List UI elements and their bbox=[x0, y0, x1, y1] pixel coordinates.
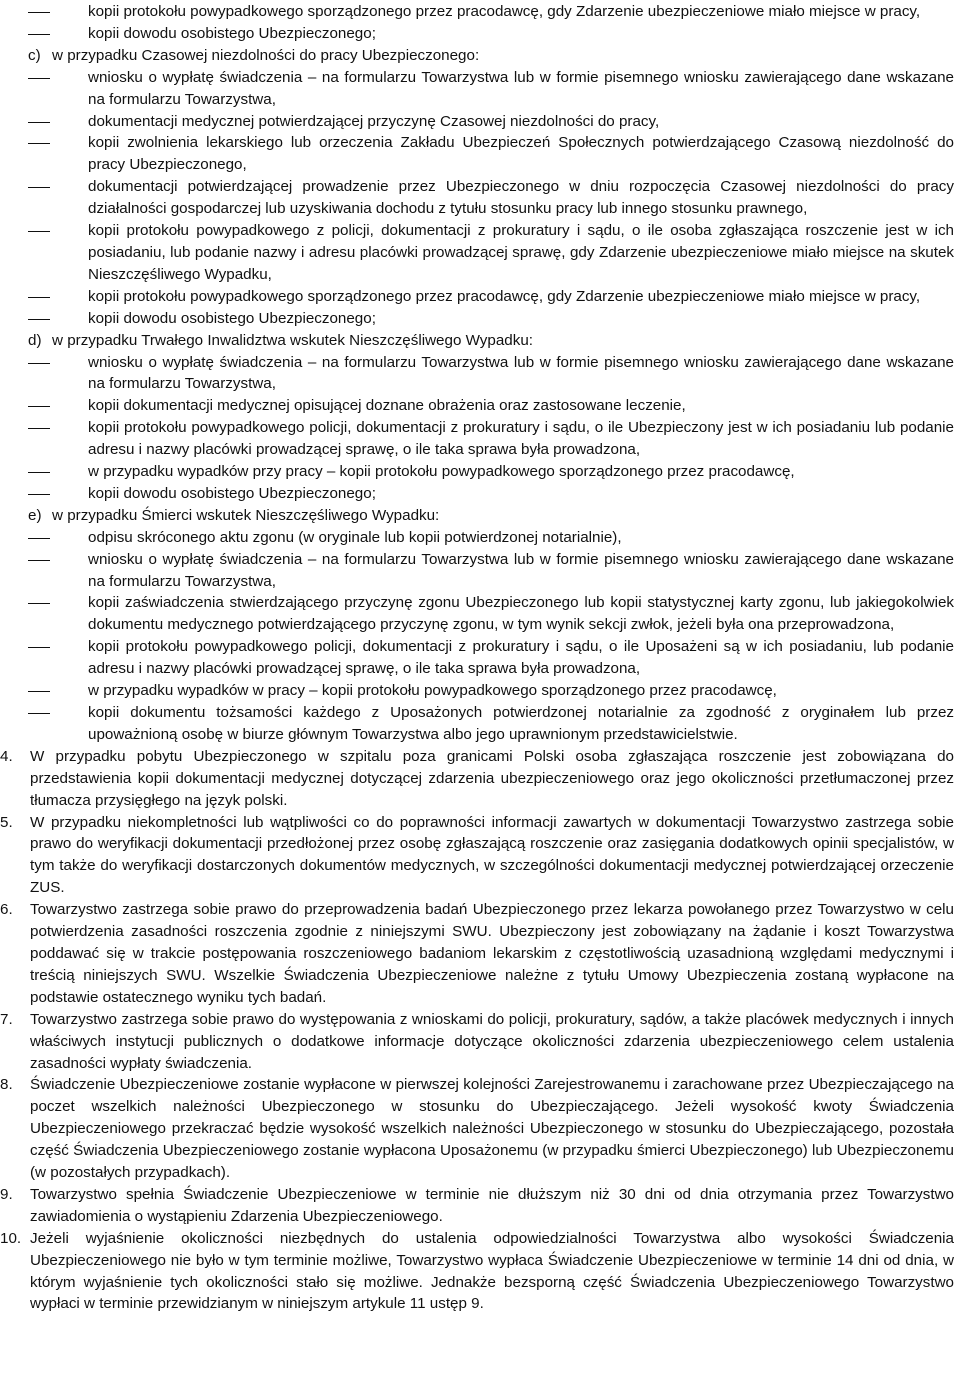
list-item: kopii zwolnienia lekarskiego lub orzeczenia Zakładu Ubezpieczeń Społecznych potwierdzającego Czasową niezdolność do pracy Ubezpieczonego, bbox=[88, 132, 954, 176]
section-d-marker: d) bbox=[28, 331, 42, 349]
paragraph-number: 4. bbox=[0, 747, 13, 765]
list-item: kopii dowodu osobistego Ubezpieczonego; bbox=[88, 483, 954, 505]
list-item: dokumentacji potwierdzającej prowadzenie przez Ubezpieczonego w dniu rozpoczęcia Czasowej niezdolności do pracy działalności gospodarczej lub uzyskiwania dochodu z tytułu stosunku pracy lub innego stosunku prawnego, bbox=[88, 176, 954, 220]
paragraph-number: 8. bbox=[0, 1076, 13, 1094]
list-item: kopii protokołu powypadkowego policji, dokumentacji z prokuratury i sądu, o ile Uposażeni są w ich posiadaniu, lub podanie adresu i nazwy placówki prowadzącej sprawę, o ile taka sprawa była prowadzona, bbox=[88, 636, 954, 680]
list-item: kopii protokołu powypadkowego policji, dokumentacji z prokuratury i sądu, o ile Ubezpieczony jest w ich posiadaniu lub podanie adresu i nazwy placówki prowadzącej sprawę, o ile taka sprawa była prowadzona, bbox=[88, 417, 954, 461]
section-e-marker: e) bbox=[28, 506, 42, 524]
section-e-heading bbox=[28, 505, 954, 527]
list-item: kopii protokołu powypadkowego sporządzonego przez pracodawcę, gdy Zdarzenie ubezpieczeniowe miało miejsce w pracy, bbox=[88, 1, 954, 23]
numbered-paragraph-6 bbox=[0, 899, 954, 1009]
list-item: odpisu skróconego aktu zgonu (w oryginale lub kopii potwierdzonej notarialnie), bbox=[88, 527, 954, 549]
paragraph-number: 6. bbox=[0, 901, 13, 919]
paragraph-text: Towarzystwo spełnia Świadczenie Ubezpieczeniowe w terminie nie dłuższym niż 30 dni od dnia otrzymania przez Towarzystwo zawiadomienia o wystąpieniu Zdarzenia Ubezpieczeniowego. bbox=[30, 1185, 954, 1225]
numbered-paragraph-8 bbox=[0, 1074, 954, 1184]
list-item: kopii dowodu osobistego Ubezpieczonego; bbox=[88, 308, 954, 330]
list-item: kopii protokołu powypadkowego z policji, dokumentacji z prokuratury i sądu, o ile osoba zgłaszająca roszczenie jest w ich posiadaniu, lub podanie nazwy i adresu placówki prowadzącej sprawę, gdy Zdarzenie ubezpieczeniowe miało miejsce na skutek Nieszczęśliwego Wypadku, bbox=[88, 220, 954, 286]
paragraph-text: W przypadku pobytu Ubezpieczonego w szpitalu poza granicami Polski osoba zgłaszająca roszczenie jest zobowiązana do przedstawienia kopii dokumentacji medycznej dotyczącej zdarzenia ubezpieczeniowego oraz jego okoliczności przetłumaczonej przez tłumacza przysięgłego na język polski. bbox=[30, 747, 954, 809]
paragraph-number: 9. bbox=[0, 1185, 13, 1203]
paragraph-text: Jeżeli wyjaśnienie okoliczności niezbędnych do ustalenia odpowiedzialności Towarzystwa albo wysokości Świadczenia Ubezpieczeniowego nie było w tym terminie możliwe, Towarzystwo wypłaca Świadczenie Ubezpieczeniowe w terminie 14 dni od dnia, w którym wyjaśnienie tych okoliczności stało się możliwe. Jednakże bezsporną część Świadczenia Ubezpieczeniowego Towarzystwo wypłaci w terminie przewidzianym w niniejszym artykule 11 ustęp 9. bbox=[30, 1229, 954, 1313]
list-item: kopii dowodu osobistego Ubezpieczonego; bbox=[88, 23, 954, 45]
numbered-paragraph-7 bbox=[0, 1009, 954, 1075]
section-c-heading bbox=[28, 45, 954, 67]
list-item: w przypadku wypadków w pracy – kopii protokołu powypadkowego sporządzonego przez pracodawcę, bbox=[88, 680, 954, 702]
list-item: kopii zaświadczenia stwierdzającego przyczynę zgonu Ubezpieczonego lub kopii statystycznej karty zgonu, lub jakiegokolwiek dokumentu medycznego potwierdzającego przyczynę zgonu, w tym wynik sekcji zwłok, jeżeli była ona przeprowadzona, bbox=[88, 592, 954, 636]
section-e-heading-text: w przypadku Śmierci wskutek Nieszczęśliwego Wypadku: bbox=[52, 506, 440, 524]
paragraph-number: 7. bbox=[0, 1010, 13, 1028]
list-item: kopii dokumentu tożsamości każdego z Uposażonych potwierdzonej notarialnie za zgodność z oryginałem lub przez upoważnioną osobę w biurze głównym Towarzystwa albo jego uprawnionym przedstawicielstwie. bbox=[88, 702, 954, 746]
section-c-heading-text: w przypadku Czasowej niezdolności do pracy Ubezpieczonego: bbox=[52, 46, 480, 64]
paragraph-number: 10. bbox=[0, 1229, 22, 1247]
paragraph-text: Towarzystwo zastrzega sobie prawo do występowania z wnioskami do policji, prokuratury, sądów, a także placówek medycznych i innych właściwych instytucji publicznych o dodatkowe informacje dotyczące okoliczności zdarzenia ubezpieczeniowego celem ustalenia zasadności wypłaty świadczenia. bbox=[30, 1010, 954, 1072]
list-item: kopii protokołu powypadkowego sporządzonego przez pracodawcę, gdy Zdarzenie ubezpieczeniowe miało miejsce w pracy, bbox=[88, 286, 954, 308]
list-item: wniosku o wypłatę świadczenia – na formularzu Towarzystwa lub w formie pisemnego wniosku zawierającego dane wskazane na formularzu Towarzystwa, bbox=[88, 549, 954, 593]
list-item: dokumentacji medycznej potwierdzającej przyczynę Czasowej niezdolności do pracy, bbox=[88, 111, 954, 133]
paragraph-text: W przypadku niekompletności lub wątpliwości co do poprawności informacji zawartych w dokumentacji Towarzystwo zastrzega sobie prawo do weryfikacji dokumentacji przedłożonej przez osobę zgłaszającą roszczenie oraz zasięgania dodatkowych opinii specjalistów, w tym także do weryfikacji dostarczonych dokumentów medycznych, w szczególności dokumentacji medycznej potwierdzającej orzeczenie ZUS. bbox=[30, 813, 954, 897]
numbered-paragraph-4 bbox=[0, 746, 954, 812]
list-item: wniosku o wypłatę świadczenia – na formularzu Towarzystwa lub w formie pisemnego wniosku zawierającego dane wskazane na formularzu Towarzystwa, bbox=[88, 67, 954, 111]
section-d-heading-text: w przypadku Trwałego Inwalidztwa wskutek Nieszczęśliwego Wypadku: bbox=[52, 331, 534, 349]
numbered-paragraph-9 bbox=[0, 1184, 954, 1228]
section-d-heading bbox=[28, 330, 954, 352]
list-item: w przypadku wypadków przy pracy – kopii protokołu powypadkowego sporządzonego przez pracodawcę, bbox=[88, 461, 954, 483]
numbered-paragraph-5 bbox=[0, 812, 954, 900]
paragraph-number: 5. bbox=[0, 813, 13, 831]
numbered-paragraph-10 bbox=[0, 1228, 954, 1316]
paragraph-text: Towarzystwo zastrzega sobie prawo do przeprowadzenia badań Ubezpieczonego przez lekarza powołanego przez Towarzystwo w celu potwierdzenia zasadności roszczenia zgodnie z niniejszymi SWU. Ubezpieczony jest zobowiązany na żądanie i koszt Towarzystwa poddawać się w trakcie postępowania roszczeniowego badaniom lekarskim z częstotliwością uzasadnioną względami medycznymi i treścią niniejszych SWU. Wszelkie Świadczenia Ubezpieczeniowe należne z tytułu Umowy Ubezpieczenia zostaną wypłacone na podstawie ostatecznego wyniku tych badań. bbox=[30, 901, 954, 1006]
list-item: wniosku o wypłatę świadczenia – na formularzu Towarzystwa lub w formie pisemnego wniosku zawierającego dane wskazane na formularzu Towarzystwa, bbox=[88, 352, 954, 396]
paragraph-text: Świadczenie Ubezpieczeniowe zostanie wypłacone w pierwszej kolejności Zarejestrowanemu i zarachowane przez Ubezpieczającego na poczet wszelkich należności Ubezpieczonego w stosunku do Ubezpieczającego. Jeżeli wysokość kwoty Świadczenia Ubezpieczeniowego przekraczać będzie wysokość wszelkich należności Ubezpieczonego w stosunku do Ubezpieczającego, pozostała część Świadczenia Ubezpieczeniowego zostanie wypłacona Uposażonemu (w przypadku śmierci Ubezpieczonego) lub Ubezpieczonemu (w pozostałych przypadkach). bbox=[30, 1076, 954, 1182]
list-item: kopii dokumentacji medycznej opisującej doznane obrażenia oraz zastosowane leczenie, bbox=[88, 395, 954, 417]
section-c-marker: c) bbox=[28, 46, 41, 64]
